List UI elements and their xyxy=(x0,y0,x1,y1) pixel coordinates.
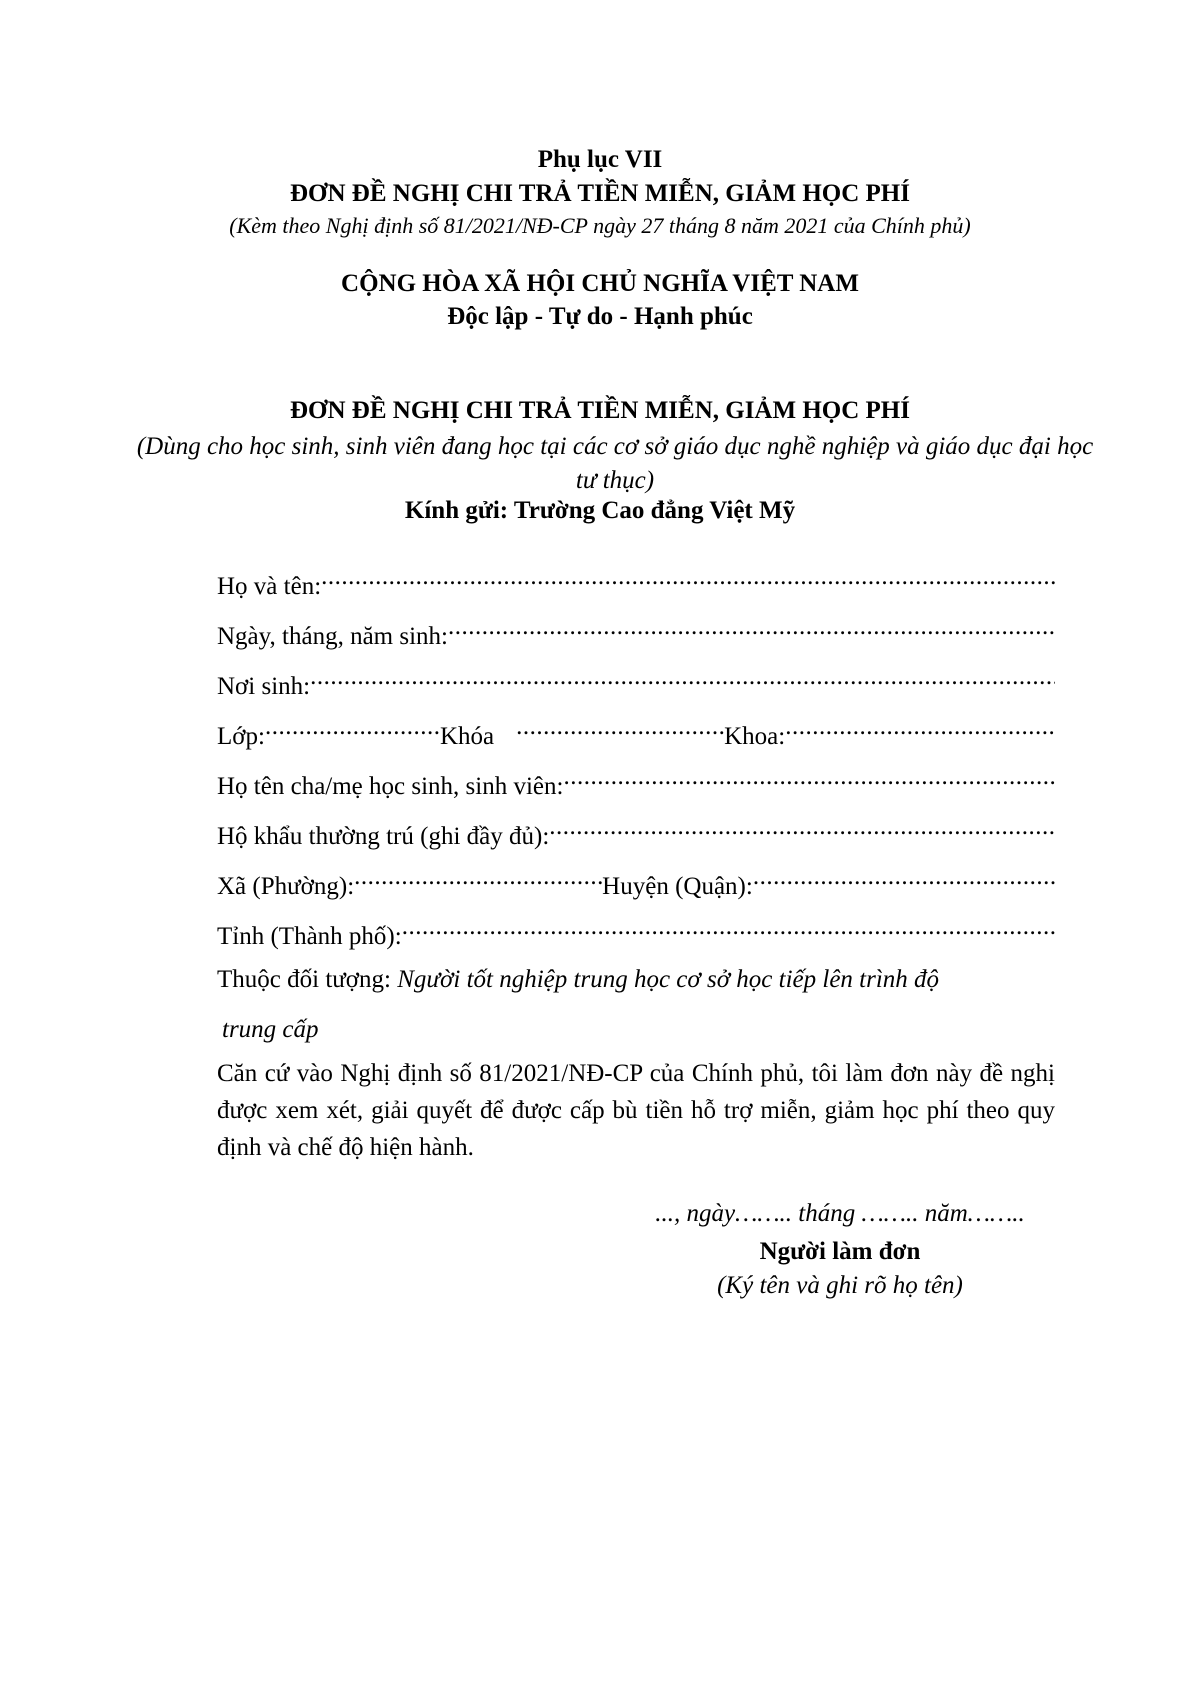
birthplace-label: Nơi sinh: xyxy=(217,673,311,700)
province-label: Tỉnh (Thành phố): xyxy=(217,923,402,950)
applicant-label: Người làm đơn xyxy=(759,1238,921,1265)
dob-blank[interactable] xyxy=(448,610,1055,644)
usage-note: (Dùng cho học sinh, sinh viên đang học tại các cơ sở giáo dục nghề nghiệp và giáo dục đại học tư thục) xyxy=(136,433,1094,494)
recipient-line: Kính gửi: Trường Cao đẳng Việt Mỹ xyxy=(404,497,796,524)
parent-field[interactable] xyxy=(217,760,1055,800)
dob-field[interactable] xyxy=(217,610,1055,650)
target-label: Thuộc đối tượng: xyxy=(217,966,391,993)
household-blank[interactable] xyxy=(549,810,1055,844)
province-field[interactable] xyxy=(217,910,1055,950)
faculty-label: Khoa: xyxy=(724,723,786,750)
course-label: Khóa xyxy=(439,723,495,750)
ward-blank[interactable] xyxy=(354,860,602,894)
birthplace-field[interactable] xyxy=(217,660,1055,700)
signature-instruction: (Ký tên và ghi rõ họ tên) xyxy=(717,1272,963,1299)
course-blank[interactable] xyxy=(516,710,724,744)
faculty-blank[interactable] xyxy=(785,710,1055,744)
name-blank[interactable] xyxy=(321,560,1055,594)
parent-label: Họ tên cha/mẹ học sinh, sinh viên: xyxy=(217,773,564,800)
name-label: Họ và tên: xyxy=(217,573,322,600)
form-title: ĐƠN ĐỀ NGHỊ CHI TRẢ TIỀN MIỄN, GIẢM HỌC PHÍ xyxy=(290,397,910,424)
target-line-1 xyxy=(217,955,1055,1005)
decree-reference: (Kèm theo Nghị định số 81/2021/NĐ-CP ngày 27 tháng 8 năm 2021 của Chính phủ) xyxy=(229,213,971,238)
national-motto: Độc lập - Tự do - Hạnh phúc xyxy=(447,303,753,330)
target-value-continued: trung cấp xyxy=(222,1016,319,1043)
class-blank[interactable] xyxy=(265,710,440,744)
class-course-faculty-field[interactable] xyxy=(217,710,1055,750)
date-line: ..., ngày…….. tháng …….. năm…….. xyxy=(655,1200,1025,1227)
household-label: Hộ khẩu thường trú (ghi đầy đủ): xyxy=(217,823,550,850)
name-field[interactable] xyxy=(217,560,1055,600)
header-title: ĐƠN ĐỀ NGHỊ CHI TRẢ TIỀN MIỄN, GIẢM HỌC PHÍ xyxy=(290,180,910,207)
request-paragraph: Căn cứ vào Nghị định số 81/2021/NĐ-CP của Chính phủ, tôi làm đơn này đề nghị được xem xét, giải quyết để được cấp bù tiền hỗ trợ miễn, giảm học phí theo quy định và chế độ hiện hành. xyxy=(217,1060,1055,1161)
parent-blank[interactable] xyxy=(563,760,1055,794)
district-blank[interactable] xyxy=(753,860,1055,894)
class-label: Lớp: xyxy=(217,723,265,750)
target-value: Người tốt nghiệp trung học cơ sở học tiếp lên trình độ xyxy=(397,966,940,993)
country-name: CỘNG HÒA XÃ HỘI CHỦ NGHĨA VIỆT NAM xyxy=(341,270,859,297)
target-group-field xyxy=(217,955,1055,1055)
dob-label: Ngày, tháng, năm sinh: xyxy=(217,623,448,650)
ward-district-field[interactable] xyxy=(217,860,1055,900)
household-field[interactable] xyxy=(217,810,1055,850)
appendix-label: Phụ lục VII xyxy=(537,146,663,173)
ward-label: Xã (Phường): xyxy=(217,873,355,900)
district-label: Huyện (Quận): xyxy=(602,873,753,900)
province-blank[interactable] xyxy=(402,910,1055,944)
birthplace-blank[interactable] xyxy=(310,660,1055,694)
